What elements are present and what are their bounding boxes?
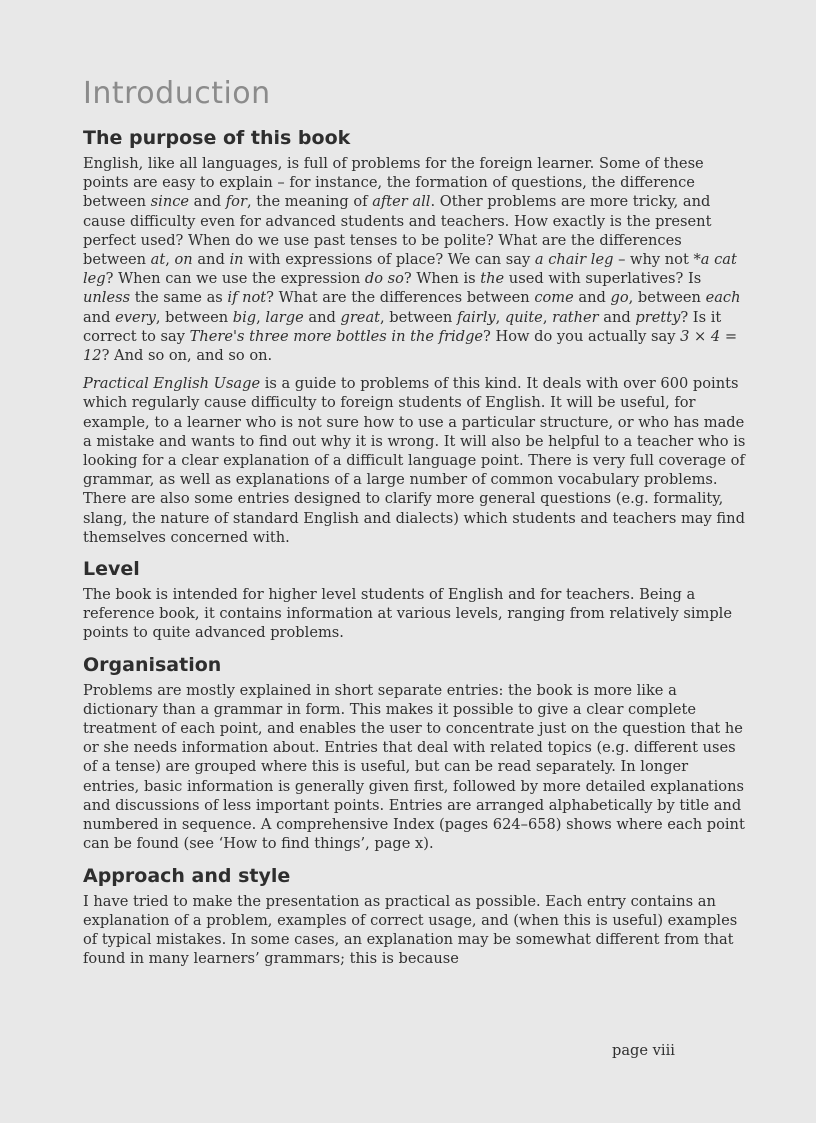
italic-term: on	[174, 251, 193, 269]
italic-term: for	[225, 193, 247, 211]
paragraph: Problems are mostly explained in short separate entries: the book is more like a dictionary than a grammar in form. This makes it possible to give a clear complete treatment of each point, and enables the user to concentrate just on the question that he or she needs information about. Entries that deal with related topics (e.g. different uses of a tense) are grouped where this is useful, but can be read separately. In longer entries, basic information is generally given first, followed by more detailed explanations and discussions of less important points. Entries are arranged alphabetically by title and numbered in sequence. A comprehensive Index (pages 624–658) shows where each point can be found (see ‘How to find things’, page x).	[83, 681, 745, 853]
italic-term: 3 × 4 = 12	[83, 327, 738, 365]
section-level	[83, 556, 748, 643]
paragraph: The book is intended for higher level students of English and for teachers. Being a reference book, it contains information at various levels, ranging from relatively simple points to quite advanced problems.	[83, 586, 732, 642]
italic-term: pretty	[635, 308, 681, 326]
section-organisation	[83, 652, 748, 854]
section-heading: The purpose of this book	[83, 127, 351, 149]
section-heading: Level	[83, 558, 140, 581]
italic-term: do so	[364, 270, 404, 288]
section-purpose	[83, 125, 748, 547]
paragraph: I have tried to make the presentation as practical as possible. Each entry contains an explanation of a problem, examples of correct usage, and (when this is useful) examples of typical mistakes. In some cases, an explanation may be somewhat different from that found in many learners’ grammars; this is because	[83, 892, 738, 968]
section-approach	[83, 863, 748, 969]
italic-term: big	[232, 308, 257, 326]
page-number: page viii	[612, 1042, 675, 1059]
italic-term: if not	[227, 289, 267, 307]
paragraph: English, like all languages, is full of problems for the foreign learner. Some of these points are easy to explain – for instance, the formation of questions, the difference between since and for, the meaning of after all. Other problems are more tricky, and cause difficulty even for advanced students and teachers. How exactly is the present perfect used? When do we use past tenses to be polite? What are the differences between at, on and in with expressions of place? We can say a chair leg – why not *a cat leg? When can we use the expression do so? When is the used with superlatives? Is unless the same as if not? What are the differences between come and go, between each and every, between big, large and great, between fairly, quite, rather and pretty? Is it correct to say There's three more bottles in the fridge? How do you actually say 3 × 4 = 12? And so on, and so on.	[83, 155, 741, 365]
italic-term: quite	[504, 308, 543, 326]
italic-term: come	[534, 289, 574, 307]
italic-term: great	[340, 308, 381, 326]
italic-term: a chair leg	[534, 251, 614, 269]
italic-term: since	[150, 193, 190, 211]
paragraph: Practical English Usage is a guide to problems of this kind. It deals with over 600 points which regularly cause difficulty to foreign students of English. It will be useful, for example, to a learner who is not sure how to use a particular structure, or who has made a mistake and wants to find out why it is wrong. It will also be helpful to a teacher who is looking for a clear explanation of a difficult language point. There is very full coverage of grammar, as well as explanations of a large number of common vocabulary problems. There are also some entries designed to clarify more general questions (e.g. formality, slang, the nature of standard English and dialects) which students and teachers may find themselves concerned with.	[83, 375, 746, 546]
section-heading: Organisation	[83, 653, 222, 676]
italic-term: each	[705, 289, 741, 307]
italic-term: the	[480, 270, 505, 288]
italic-term: in	[229, 251, 244, 269]
italic-term: unless	[83, 289, 131, 307]
italic-term: rather	[552, 308, 599, 326]
italic-term: There's three more bottles in the fridge	[189, 327, 484, 345]
italic-term: every	[115, 308, 156, 326]
page-content	[83, 74, 748, 977]
italic-term: after all	[372, 193, 431, 211]
italic-term: large	[265, 308, 304, 326]
section-heading: Approach and style	[83, 864, 291, 887]
italic-term: fairly	[456, 308, 496, 326]
italic-term: at	[150, 251, 166, 269]
italic-term: a cat leg	[83, 251, 737, 288]
page-title: Introduction	[83, 76, 271, 111]
italic-term: go	[610, 289, 629, 307]
italic-term: Practical English Usage	[83, 375, 261, 393]
